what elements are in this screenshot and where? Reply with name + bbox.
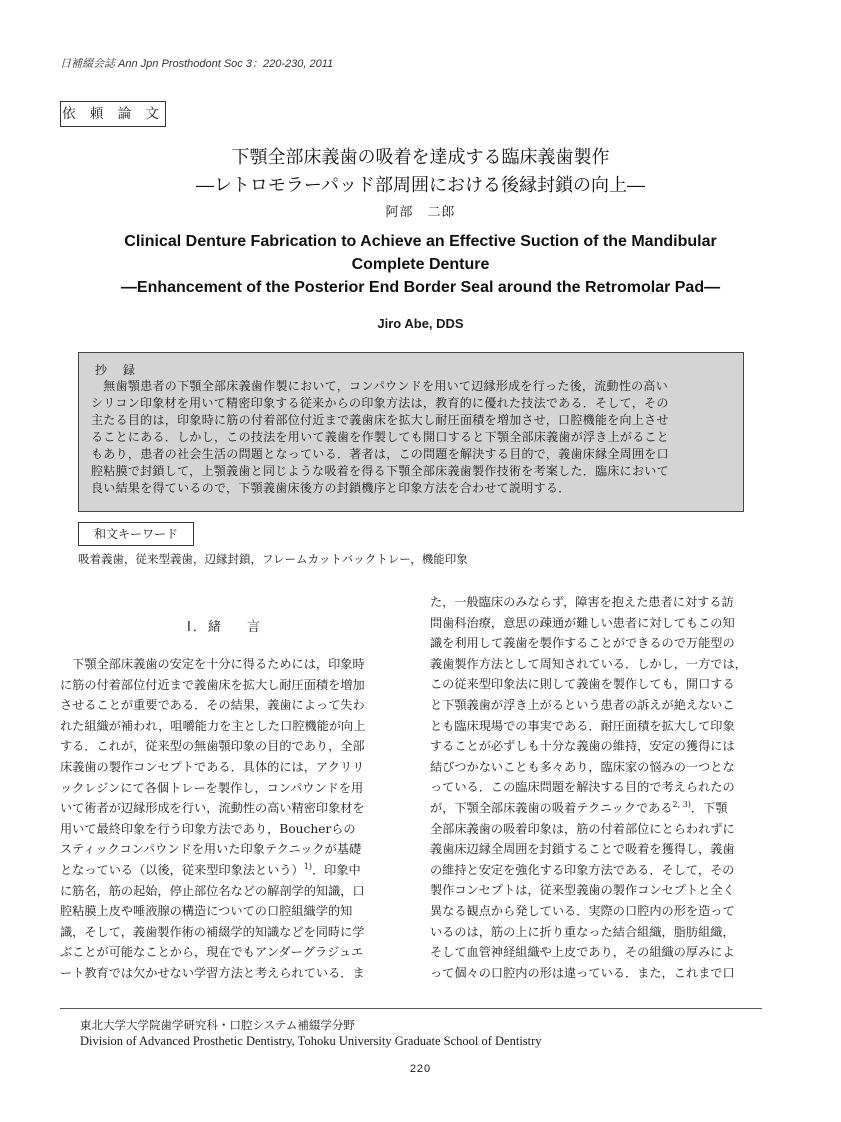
body-line: 床義歯の製作コンセプトである．具体的には，アクリリ [60, 759, 365, 774]
body-line: 下顎全部床義歯の安定を十分に得るためには，印象時 [60, 657, 365, 671]
english-title-line2: Complete Denture [351, 256, 490, 273]
japanese-title: 下顎全部床義歯の吸着を達成する臨床義歯製作 [231, 147, 610, 168]
body-line: た，一般臨床のみならず，障害を抱えた患者に対する訪 [430, 595, 734, 609]
body-line: 義歯床辺縁全周囲を封鎖することで吸着を獲得し，義歯 [430, 842, 735, 857]
body-line: 異なる観点から発している．実際の口腔内の形を造って [430, 903, 735, 918]
japanese-author: 阿部 二郎 [385, 205, 456, 220]
body-line: する．これが，従来型の無歯顎印象の目的であり，全部 [60, 739, 365, 754]
body-line: させることが重要である．その結果，義歯によって失わ [60, 698, 365, 713]
abstract-line: 良い結果を得ているので，下顎義歯床後方の封鎖機序と印象方法を合わせて説明する． [91, 481, 571, 495]
body-line: この従来型印象法に則して義歯を製作しても，開口する [430, 677, 735, 692]
body-line: 識を利用して義歯を製作することができるので万能型の [430, 636, 735, 651]
abstract-box [78, 352, 744, 512]
section-heading-introduction: Ⅰ．緒 言 [187, 620, 262, 635]
body-line: の維持と安定を強化する印象方法である．そして，その [430, 862, 735, 877]
body-line: 用いて最終印象を行う印象方法であり，Boucherらの [60, 821, 356, 836]
citation-ref: 2, 3) [672, 799, 691, 809]
right-column [430, 592, 770, 983]
abstract-line: シリコン印象材を用いて精密印象する従来からの印象方法は，教育的に優れた技法である．そして，その [91, 396, 669, 410]
body-line: スティックコンパウンドを用いた印象テクニックが基礎 [60, 842, 362, 857]
body-line: 製作コンセプトは，従来型義歯の製作コンセプトと全く [430, 883, 735, 898]
body-text: ．印象中 [311, 862, 361, 877]
article-category-label: 依 頼 論 文 [60, 101, 166, 127]
body-line: れた組織が補われ，咀嚼能力を主とした口腔機能が向上 [60, 718, 366, 733]
body-line: ックレジンにて各個トレーを製作し，コンパウンドを用 [60, 780, 364, 795]
english-title-line1: Clinical Denture Fabrication to Achieve an Effective Suction of the Mandibular [124, 233, 717, 250]
affiliation-japanese: 東北大学大学院歯学研究科・口腔システム補綴学分野 [80, 1018, 355, 1032]
abstract-heading: 抄 録 [95, 363, 141, 377]
body-text: が，下顎全部床義歯の吸着テクニックである [430, 800, 673, 815]
body-line: ぶことが可能なことから，現在でもアンダーグラジュエ [60, 945, 364, 960]
body-line: 腔粘膜上皮や唾液腺の構造についての口腔組織学的知 [60, 904, 353, 919]
body-line: 識，そして，義歯製作術の補綴学的知識などを同時に学 [60, 924, 365, 939]
footer-divider [60, 1008, 762, 1009]
body-line: 義歯製作方法として周知されている．しかし，一方では， [430, 656, 747, 671]
body-line: に筋の付着部位付近まで義歯床を拡大し耐圧面積を増加 [60, 677, 365, 692]
citation-ref: 1) [303, 861, 312, 871]
body-line: そして血管神経組織や上皮であり，その組織の厚みによ [430, 945, 735, 960]
abstract-line: ることにある．しかし，この技法を用いて義歯を作製しても開口すると下顎全部床義歯が浮き上がること [91, 430, 670, 444]
abstract-line: 主たる目的は，印象時に筋の付着部位付近まで義歯床を拡大し耐圧面積を増加させ，口腔機能を向上させ [91, 413, 669, 427]
body-line: って個々の口腔内の形は違っている．また，これまで口 [430, 965, 735, 980]
body-line: いるのは，筋の上に折り重なった結合組織，脂肪組織， [430, 924, 735, 939]
abstract-line: もあり，患者の社会生活の問題となっている．著者は，この問題を解決する目的で，義歯床縁全周囲を口 [91, 447, 669, 461]
english-author: Jiro Abe, DDS [377, 316, 464, 331]
body-text: ．下顎 [690, 800, 728, 815]
keywords-label: 和文キーワード [78, 522, 194, 546]
page-number: 220 [409, 1063, 432, 1075]
affiliation-english: Division of Advanced Prosthetic Dentistry, Tohoku University Graduate School of Dentistry [80, 1034, 542, 1048]
left-column [60, 654, 400, 984]
journal-reference: 日補綴会誌 Ann Jpn Prosthodont Soc 3：220-230, 2011 [60, 58, 334, 70]
japanese-subtitle: ―レトロモラーパッド部周囲における後縁封鎖の向上― [195, 175, 646, 196]
abstract-line: 腔粘膜で封鎖して，上顎義歯と同じような吸着を得る下顎全部床義歯製作技術を考案した．臨床において [91, 464, 669, 478]
body-line: いて術者が辺縁形成を行い，流動性の高い精密印象材を [60, 801, 365, 816]
body-line: 全部床義歯の吸着印象は，筋の付着部位にとらわれずに [430, 821, 735, 836]
body-text: となっている（以後，従来型印象法という） [60, 862, 304, 877]
keywords-text: 吸着義歯，従来型義歯，辺縁封鎖，フレームカットバックトレー，機能印象 [78, 552, 468, 566]
english-subtitle: ―Enhancement of the Posterior End Border Seal around the Retromolar Pad― [120, 279, 721, 296]
body-line-with-citation [60, 860, 400, 881]
body-line: と下顎義歯が浮き上がるという患者の訴えが絶えないこ [430, 697, 735, 712]
body-line: 問歯科治療，意思の疎通が難しい患者に対してもこの知 [430, 615, 735, 630]
body-line: 結びつかないことも多々あり，臨床家の悩みの一つとな [430, 759, 735, 774]
body-line: することが必ずしも十分な義歯の維持，安定の獲得には [430, 739, 735, 754]
abstract-line: 無歯顎患者の下顎全部床義歯作製において，コンパウンドを用いて辺縁形成を行った後，流動性の高い [91, 379, 669, 393]
body-line: とも臨床現場での事実である．耐圧面積を拡大して印象 [430, 718, 735, 733]
body-line: に筋名，筋の起始，停止部位名などの解剖学的知識，口 [60, 883, 365, 898]
body-line-with-citation [430, 798, 770, 819]
body-line: っている．この臨床問題を解決する目的で考えられたの [430, 780, 735, 795]
body-line: ート教育では欠かせない学習方法と考えられている．ま [60, 965, 365, 980]
